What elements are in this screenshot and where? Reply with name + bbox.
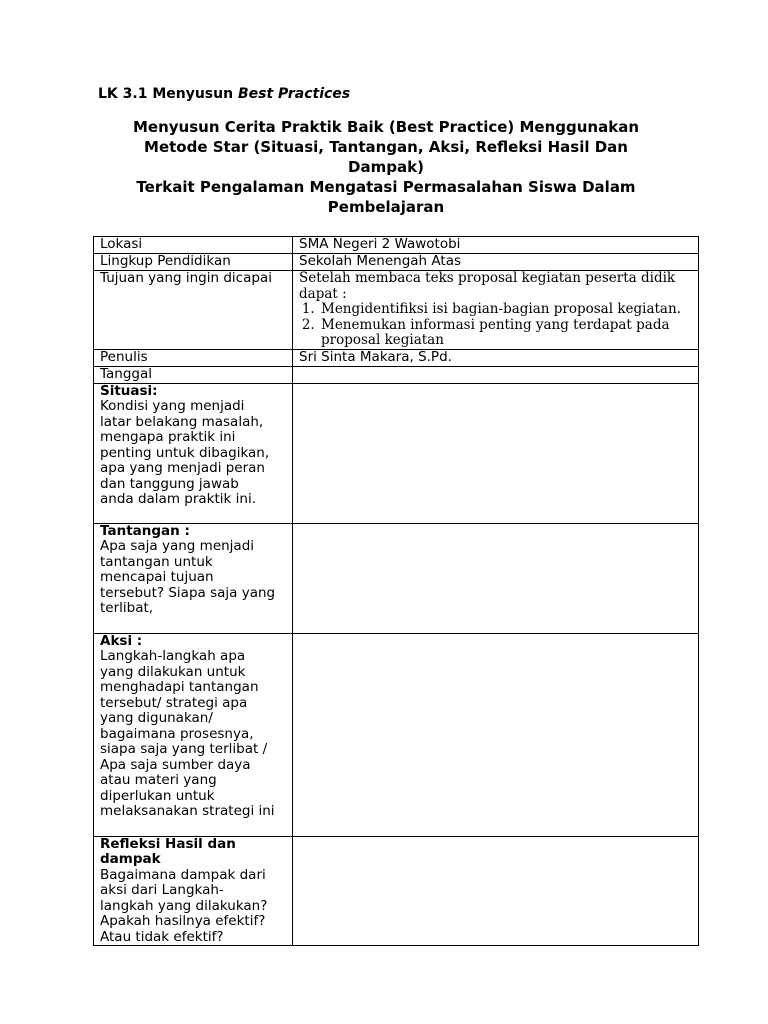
value-lingkup: Sekolah Menengah Atas bbox=[293, 254, 699, 271]
situasi-line: anda dalam praktik ini. bbox=[100, 491, 256, 507]
row-refleksi bbox=[94, 836, 699, 946]
label-aksi bbox=[94, 633, 293, 836]
row-aksi bbox=[94, 633, 699, 836]
tantangan-line: tersebut? Siapa saja yang bbox=[100, 584, 276, 601]
refleksi-line: aksi dari Langkah- bbox=[100, 882, 224, 898]
heading-line: Pembelajaran bbox=[327, 198, 445, 216]
situasi-title: Situasi: bbox=[100, 382, 158, 399]
aksi-line: tersebut/ strategi apa bbox=[100, 694, 248, 711]
label-situasi bbox=[94, 383, 293, 523]
heading-line: Dampak) bbox=[348, 158, 424, 176]
tujuan-item: 1. Mengidentifiksi isi bagian-bagian proposal kegiatan. bbox=[319, 302, 692, 318]
refleksi-title: dampak bbox=[100, 851, 161, 867]
row-lingkup bbox=[94, 254, 699, 271]
situasi-line: dan tanggung jawab bbox=[100, 475, 239, 492]
value-tanggal bbox=[293, 366, 699, 383]
tantangan-line: Apa saja yang menjadi bbox=[100, 538, 255, 554]
value-tujuan bbox=[293, 271, 699, 350]
refleksi-title: Refleksi Hasil dan bbox=[100, 835, 236, 852]
aksi-line: siapa saja yang terlibat / bbox=[100, 741, 268, 757]
label-lokasi: Lokasi bbox=[94, 237, 293, 254]
tantangan-title: Tantangan : bbox=[100, 522, 190, 539]
row-situasi bbox=[94, 383, 699, 523]
row-lokasi bbox=[94, 237, 699, 254]
situasi-line: latar belakang masalah, bbox=[100, 413, 264, 430]
aksi-line: atau materi yang bbox=[100, 772, 217, 788]
row-penulis bbox=[94, 349, 699, 366]
row-tanggal bbox=[94, 366, 699, 383]
worksheet-code-italic: Best Practices bbox=[237, 86, 351, 102]
aksi-line: Langkah-langkah apa bbox=[100, 648, 246, 664]
worksheet-code bbox=[98, 86, 350, 102]
row-tantangan bbox=[94, 523, 699, 633]
aksi-line: Apa saja sumber daya bbox=[100, 756, 251, 773]
aksi-line: yang dilakukan untuk bbox=[100, 663, 246, 680]
label-refleksi bbox=[94, 836, 293, 946]
aksi-line: melaksanakan strategi ini bbox=[100, 803, 275, 819]
situasi-line: apa yang menjadi peran bbox=[100, 460, 265, 476]
refleksi-line: Bagaimana dampak dari bbox=[100, 866, 266, 883]
heading-line: Metode Star (Situasi, Tantangan, Aksi, Refleksi Hasil Dan bbox=[144, 138, 628, 156]
worksheet-code-text: LK 3.1 Menyusun bbox=[98, 86, 234, 102]
tantangan-line: mencapai tujuan bbox=[100, 569, 214, 585]
label-tanggal: Tanggal bbox=[94, 366, 293, 383]
tujuan-item: 2. Menemukan informasi penting yang terdapat pada proposal kegiatan bbox=[319, 318, 692, 349]
answer-aksi[interactable] bbox=[293, 633, 699, 836]
aksi-line: diperlukan untuk bbox=[100, 787, 215, 804]
refleksi-line: langkah yang dilakukan? bbox=[100, 897, 268, 914]
refleksi-line: Atau tidak efektif? bbox=[100, 928, 224, 945]
tujuan-list bbox=[299, 302, 692, 349]
aksi-line: yang digunakan/ bbox=[100, 710, 213, 726]
aksi-line: menghadapi tantangan bbox=[100, 679, 259, 695]
label-lingkup: Lingkup Pendidikan bbox=[94, 254, 293, 271]
row-tujuan bbox=[94, 271, 699, 350]
document-heading bbox=[96, 117, 676, 217]
situasi-line: mengapa praktik ini bbox=[100, 429, 236, 445]
situasi-line: penting untuk dibagikan, bbox=[100, 444, 270, 461]
answer-tantangan[interactable] bbox=[293, 523, 699, 633]
label-penulis: Penulis bbox=[94, 349, 293, 366]
refleksi-line: Apakah hasilnya efektif? bbox=[100, 913, 266, 929]
situasi-line: Kondisi yang menjadi bbox=[100, 398, 245, 414]
answer-refleksi[interactable] bbox=[293, 836, 699, 946]
tantangan-line: tantangan untuk bbox=[100, 553, 213, 570]
aksi-line: bagaimana prosesnya, bbox=[100, 725, 254, 742]
label-tantangan bbox=[94, 523, 293, 633]
value-lokasi: SMA Negeri 2 Wawotobi bbox=[293, 237, 699, 254]
tantangan-line: terlibat, bbox=[100, 600, 154, 616]
heading-line: Menyusun Cerita Praktik Baik (Best Practice) Menggunakan bbox=[132, 118, 640, 136]
value-penulis: Sri Sinta Makara, S.Pd. bbox=[293, 349, 699, 366]
tujuan-intro: Setelah membaca teks proposal kegiatan peserta didik dapat : bbox=[299, 270, 676, 302]
aksi-title: Aksi : bbox=[100, 632, 143, 649]
answer-situasi[interactable] bbox=[293, 383, 699, 523]
best-practice-table bbox=[93, 236, 699, 946]
heading-line: Terkait Pengalaman Mengatasi Permasalahan Siswa Dalam bbox=[136, 178, 636, 196]
label-tujuan: Tujuan yang ingin dicapai bbox=[94, 271, 293, 350]
